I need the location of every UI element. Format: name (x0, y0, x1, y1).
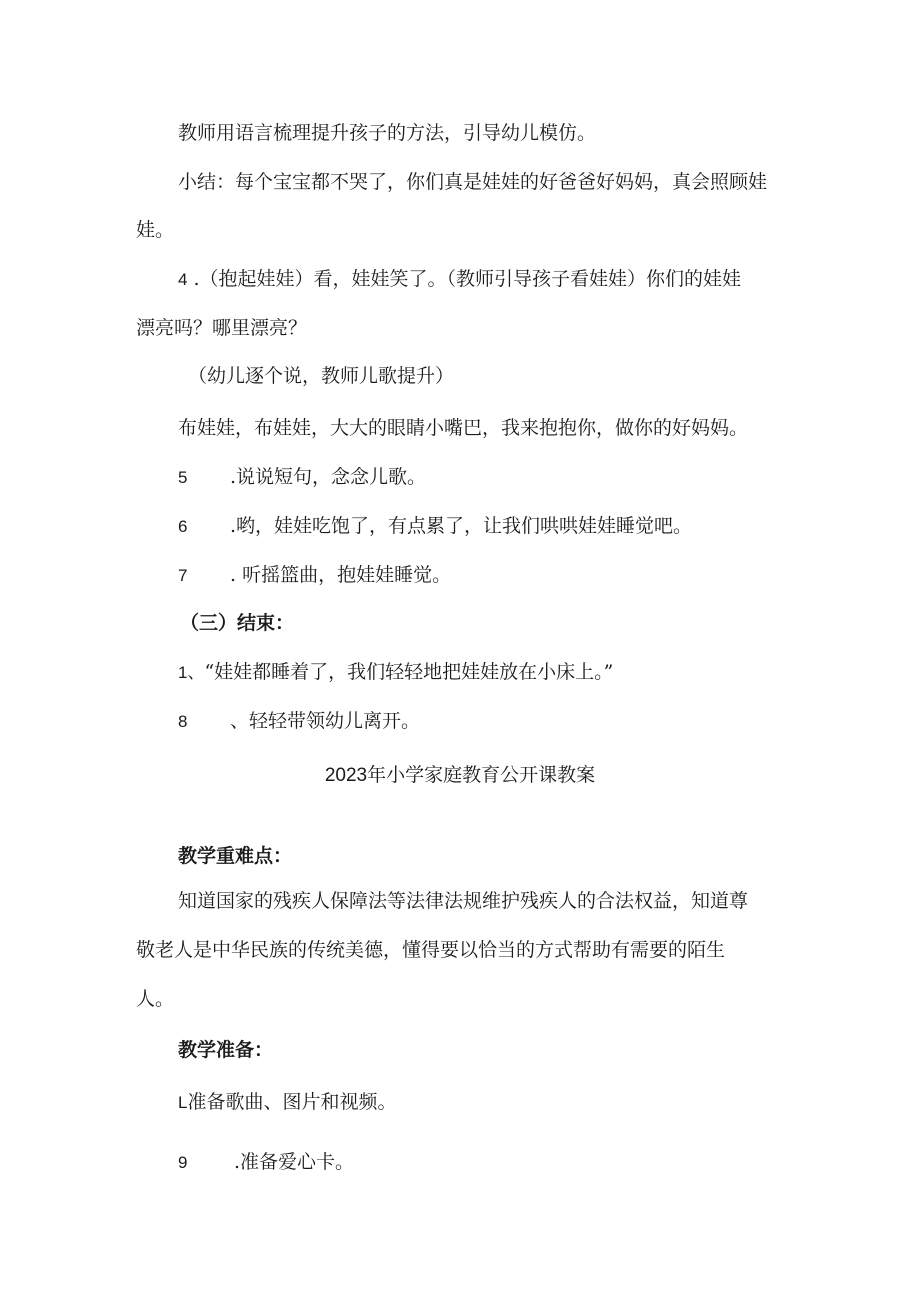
paragraph-children-speak: （幼儿逐个说，教师儿歌提升） (188, 365, 455, 387)
list-item-number: 7 (178, 566, 188, 585)
paragraph-summary-line-1: 小结：每个宝宝都不哭了，你们真是娃娃的好爸爸好妈妈，真会照顾娃 (178, 171, 768, 193)
list-item-text: 准备歌曲、图片和视频。 (187, 1091, 397, 1113)
document-title: 2023年小学家庭教育公开课教案 (324, 765, 596, 786)
list-item-number: 1、 (178, 663, 205, 682)
list-item-text: 、轻轻带领幼儿离开。 (230, 710, 421, 732)
prep-item-9 (178, 1150, 354, 1175)
paragraph-nursery-rhyme: 布娃娃，布娃娃，大大的眼睛小嘴巴，我来抱抱你，做你的好妈妈。 (178, 417, 749, 439)
list-item-5 (178, 465, 426, 490)
list-item-7 (178, 563, 451, 588)
list-item-4-line-2: 漂亮吗？哪里漂亮？ (136, 317, 308, 339)
list-item-text: .说说短句，念念儿歌。 (230, 466, 427, 488)
paragraph-summary-line-2: 娃。 (136, 219, 175, 241)
list-item-number: 6 (178, 517, 188, 536)
section-heading-preparation: 教学准备： (178, 1039, 274, 1061)
list-item-number: 5 (178, 468, 188, 487)
list-item-text: .（抱起娃娃）看，娃娃笑了。（教师引导孩子看娃娃）你们的娃娃 (193, 268, 742, 290)
prep-item-1 (178, 1090, 396, 1115)
end-item-1 (178, 660, 613, 685)
section-heading-key-points: 教学重难点： (178, 845, 293, 867)
list-item-text: .准备爱心卡。 (234, 1151, 355, 1173)
section-heading-end: （三）结束： (180, 612, 295, 634)
list-item-text: “娃娃都睡着了，我们轻轻地把娃娃放在小床上。” (204, 661, 614, 683)
list-item-number: L (178, 1093, 188, 1112)
list-item-4-line-1 (178, 267, 741, 292)
list-item-text: . 听摇篮曲，抱娃娃睡觉。 (230, 564, 452, 586)
key-points-line-3: 人。 (136, 988, 175, 1010)
paragraph-teacher-method: 教师用语言梳理提升孩子的方法，引导幼儿模仿。 (178, 122, 597, 144)
key-points-line-1: 知道国家的残疾人保障法等法律法规维护残疾人的合法权益，知道尊 (178, 890, 749, 912)
list-item-number: 9 (178, 1153, 188, 1172)
key-points-line-2: 敬老人是中华民族的传统美德，懂得要以恰当的方式帮助有需要的陌生 (136, 939, 726, 961)
list-item-number: 8 (178, 712, 188, 731)
end-item-8 (178, 709, 420, 734)
list-item-number: 4 (178, 270, 188, 289)
list-item-6 (178, 514, 692, 539)
list-item-text: .哟，娃娃吃饱了，有点累了，让我们哄哄娃娃睡觉吧。 (230, 515, 693, 537)
